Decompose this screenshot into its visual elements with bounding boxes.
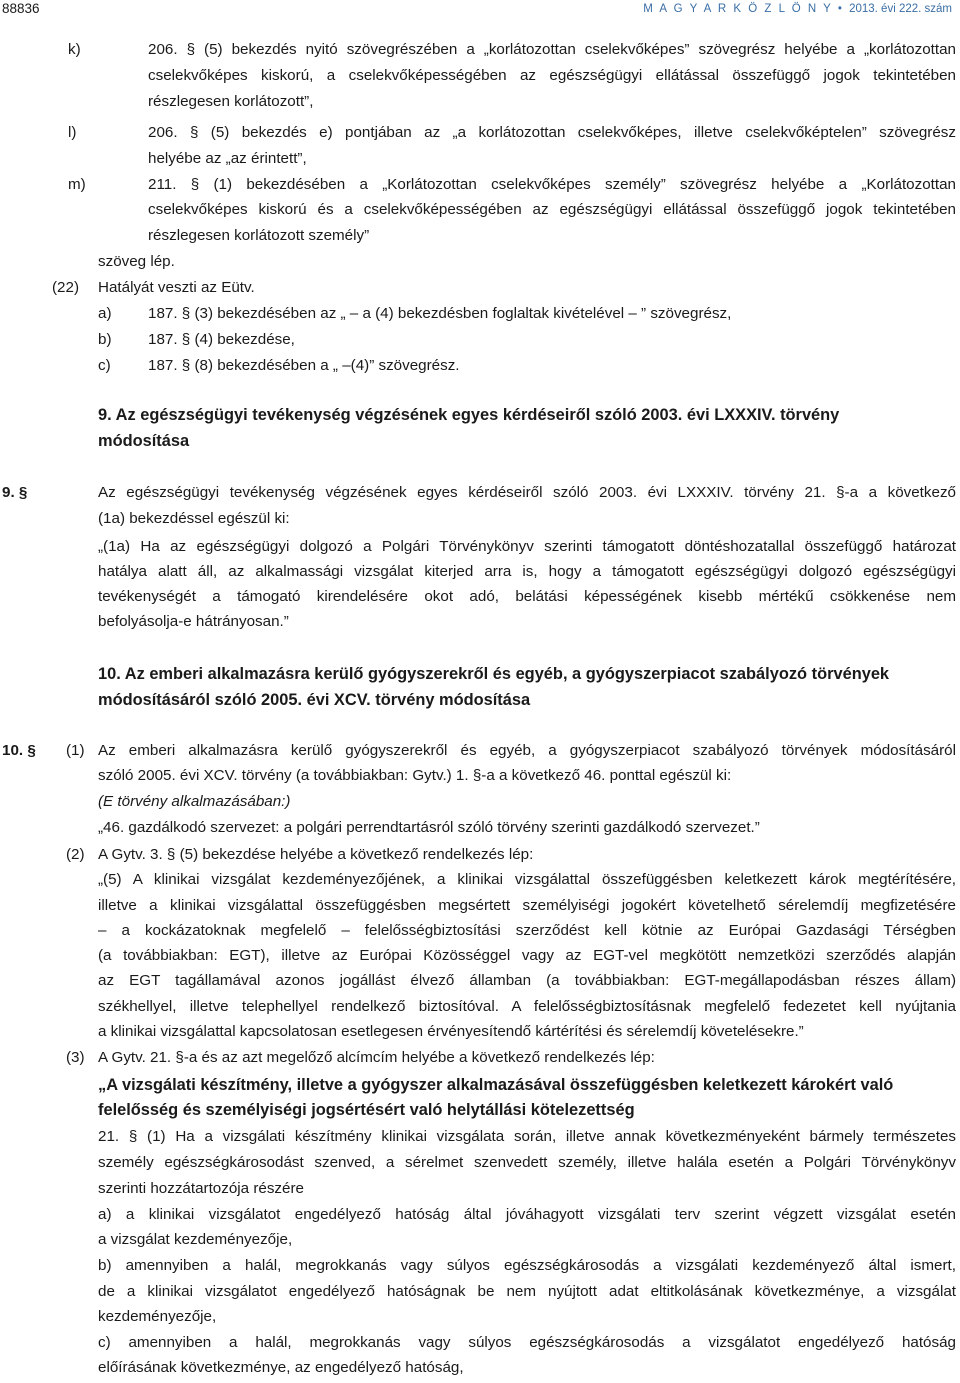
item-label-m: m) <box>68 176 86 193</box>
section-9-label: 9. § <box>2 484 28 501</box>
item-m-line-2: cselekvőképes kiskorú és a cselekvőképességében az egészségügyi ellátással összefüggő jogok tekintetében <box>148 201 956 218</box>
p1-line-3: (E törvény alkalmazásában:) <box>98 793 291 810</box>
repeal-item-b: 187. § (4) bekezdése, <box>148 331 295 348</box>
p3-line-1: A Gytv. 21. §-a és az azt megelőző alcímcím helyébe a következő rendelkezés lép: <box>98 1049 655 1066</box>
item-label-k: k) <box>68 41 81 58</box>
p3-subtitle-line-2: felelősség és személyiségi jogsértésért való helytállási kötelezettség <box>98 1101 635 1119</box>
section-9-line-3: „(1a) Ha az egészségügyi dolgozó a Polgári Törvénykönyv szerinti támogatott döntéshozatallal összefüggő határozat <box>98 538 956 555</box>
p3-line-7: a) a klinikai vizsgálatot engedélyező hatóság által jóváhagyott vizsgálati terv szerint végzett vizsgálat esetén <box>98 1206 956 1223</box>
p3-line-12: c) amennyiben a halál, megrokkanás vagy súlyos egészségkárosodás a vizsgálatot engedélyező hatóság <box>98 1334 956 1351</box>
item-label-l: l) <box>68 124 77 141</box>
p1-line-4: „46. gazdálkodó szervezet: a polgári perrendtartásról szóló törvény szerinti gazdálkodó szervezet.” <box>98 819 760 836</box>
p3-line-8: a vizsgálat kezdeményezője, <box>98 1231 293 1248</box>
section-9-heading-line-1: 9. Az egészségügyi tevékenység végzésének egyes kérdéseiről szóló 2003. évi LXXXIV. törvény <box>98 406 840 424</box>
item-l-line-1: 206. § (5) bekezdés e) pontjában az „a korlátozottan cselekvőképes, illetve cselekvőképtelen” szövegrész <box>148 124 956 141</box>
page-header <box>0 0 960 22</box>
section-9-line-6: befolyásolja-e hátrányosan.” <box>98 613 289 630</box>
p1-line-1: Az emberi alkalmazásra kerülő gyógyszerekről és egyéb, a gyógyszerpiacot szabályozó törvények módosításáról <box>98 742 956 759</box>
paragraph-label-22: (22) <box>52 279 80 296</box>
repeal-item-a: 187. § (3) bekezdésében az „ – a (4) bekezdésben foglaltak kivételével – ” szövegrész, <box>148 305 732 322</box>
section-9-heading-line-2: módosítása <box>98 432 190 450</box>
journal-title <box>643 3 952 15</box>
p3-line-13: előírásának következménye, az engedélyező hatóság, <box>98 1359 464 1376</box>
section-10-label: 10. § <box>2 742 36 759</box>
section-10-heading-line-2: módosításáról szóló 2005. évi XCV. törvény módosítása <box>98 691 531 709</box>
p3-line-10: de a klinikai vizsgálatot engedélyező hatóságnak be nem nyújtott adat eltitkolásának következménye, a vizsgálat <box>98 1283 956 1300</box>
p3-line-9: b) amennyiben a halál, megrokkanás vagy súlyos egészségkárosodás a vizsgálati kezdeményező által ismert, <box>98 1257 956 1274</box>
item-l-line-2: helyébe az „az érintett”, <box>148 150 307 167</box>
p2-line-1: A Gytv. 3. § (5) bekezdése helyébe a következő rendelkezés lép: <box>98 846 534 863</box>
p2-line-7: székhellyel, illetve telephellyel rendelkező biztosítóval. A felelősségbiztosításnak megfelelő fedezetet kell nyújtania <box>98 998 956 1015</box>
section-9-line-2: (1a) bekezdéssel egészül ki: <box>98 510 290 527</box>
section-9-line-4: hatálya alatt áll, az alkalmassági vizsgálat kiterjed arra is, hogy a támogatott egészségügyi dolgozó egészségügyi <box>98 563 956 580</box>
p2-line-6: az EGT tagállamával azonos jogállást élvező államban (a továbbiakban: EGT-megállapodásban részes állam) <box>98 972 956 989</box>
section-10-heading-line-1: 10. Az emberi alkalmazásra kerülő gyógyszerekről és egyéb, a gyógyszerpiacot szabályozó törvények <box>98 665 890 683</box>
section-9-line-5: tevékenységét a támogató kirendelésére okot adó, belátási képességének kisebb mértékű csökkenése nem <box>98 588 956 605</box>
p1-line-2: szóló 2005. évi XCV. törvény (a továbbiakban: Gytv.) 1. §-a a következő 46. ponttal egészül ki: <box>98 767 732 784</box>
p2-line-8: a klinikai vizsgálattal kapcsolatosan esetlegesen érvényesítendő kártérítési és sérelemdíj követelésekre.” <box>98 1023 804 1040</box>
p3-line-4: 21. § (1) Ha a vizsgálati készítmény klinikai vizsgálata során, illetve annak következményeként bármely természetes <box>98 1128 956 1145</box>
item-k-line-1: 206. § (5) bekezdés nyitó szövegrészében a „korlátozottan cselekvőképes” szövegrész helyébe a „korlátozottan <box>148 41 956 58</box>
repeal-label-b: b) <box>98 331 112 348</box>
paragraph-22-text: Hatályát veszti az Eütv. <box>98 279 255 296</box>
repeal-item-c: 187. § (8) bekezdésében a „ –(4)” szövegrész. <box>148 357 460 374</box>
closing-text: szöveg lép. <box>98 253 175 270</box>
p2-line-4: – a kockázatoknak megfelelő – felelősségbiztosítási szerződést kell kötnie az Európai Gazdasági Térségben <box>98 922 956 939</box>
item-m-line-1: 211. § (1) bekezdésében a „Korlátozottan cselekvőképes személy” szövegrész helyébe a „Korlátozottan <box>148 176 956 193</box>
p2-line-3: illetve a klinikai vizsgálattal összefüggésben megsértett személyiségi jogokért követelhető sérelemdíj megfizetésére <box>98 897 956 914</box>
item-k-line-2: cselekvőképes kiskorú, a cselekvőképességében az egészségügyi ellátással összefüggő jogok tekintetében <box>148 67 956 84</box>
paragraph-label-2: (2) <box>66 846 85 863</box>
page-number: 88836 <box>2 1 40 16</box>
p2-line-2: „(5) A klinikai vizsgálat kezdeményezőjének, a klinikai vizsgálattal összefüggésben keletkezett károk megtérítésére, <box>98 871 956 888</box>
repeal-label-a: a) <box>98 305 112 322</box>
p3-subtitle-line-1: „A vizsgálati készítmény, illetve a gyógyszer alkalmazásával összefüggésben keletkezett károkért való <box>98 1076 894 1094</box>
issue-number: 2013. évi 222. szám <box>849 3 952 15</box>
p3-line-11: kezdeményezője, <box>98 1308 217 1325</box>
paragraph-label-1: (1) <box>66 742 85 759</box>
p3-line-5: személy egészségkárosodást szenved, a sérelmet szenvedett személy, illetve halála esetén a Polgári Törvénykönyv <box>98 1154 956 1171</box>
item-k-line-3: részlegesen korlátozott”, <box>148 93 314 110</box>
item-m-line-3: részlegesen korlátozott személy” <box>148 227 370 244</box>
p2-line-5: (a továbbiakban: EGT), illetve az Európai Közösséggel vagy az EGT-vel megkötött nemzetközi szerződés alapján <box>98 947 956 964</box>
journal-name: M A G Y A R K Ö Z L Ö N Y • <box>643 3 844 15</box>
paragraph-label-3: (3) <box>66 1049 85 1066</box>
p3-line-6: szerinti hozzátartozója részére <box>98 1180 304 1197</box>
repeal-label-c: c) <box>98 357 111 374</box>
section-9-line-1: Az egészségügyi tevékenység végzésének egyes kérdéseiről szóló 2003. évi LXXXIV. törvény 21. §-a a következő <box>98 484 956 501</box>
